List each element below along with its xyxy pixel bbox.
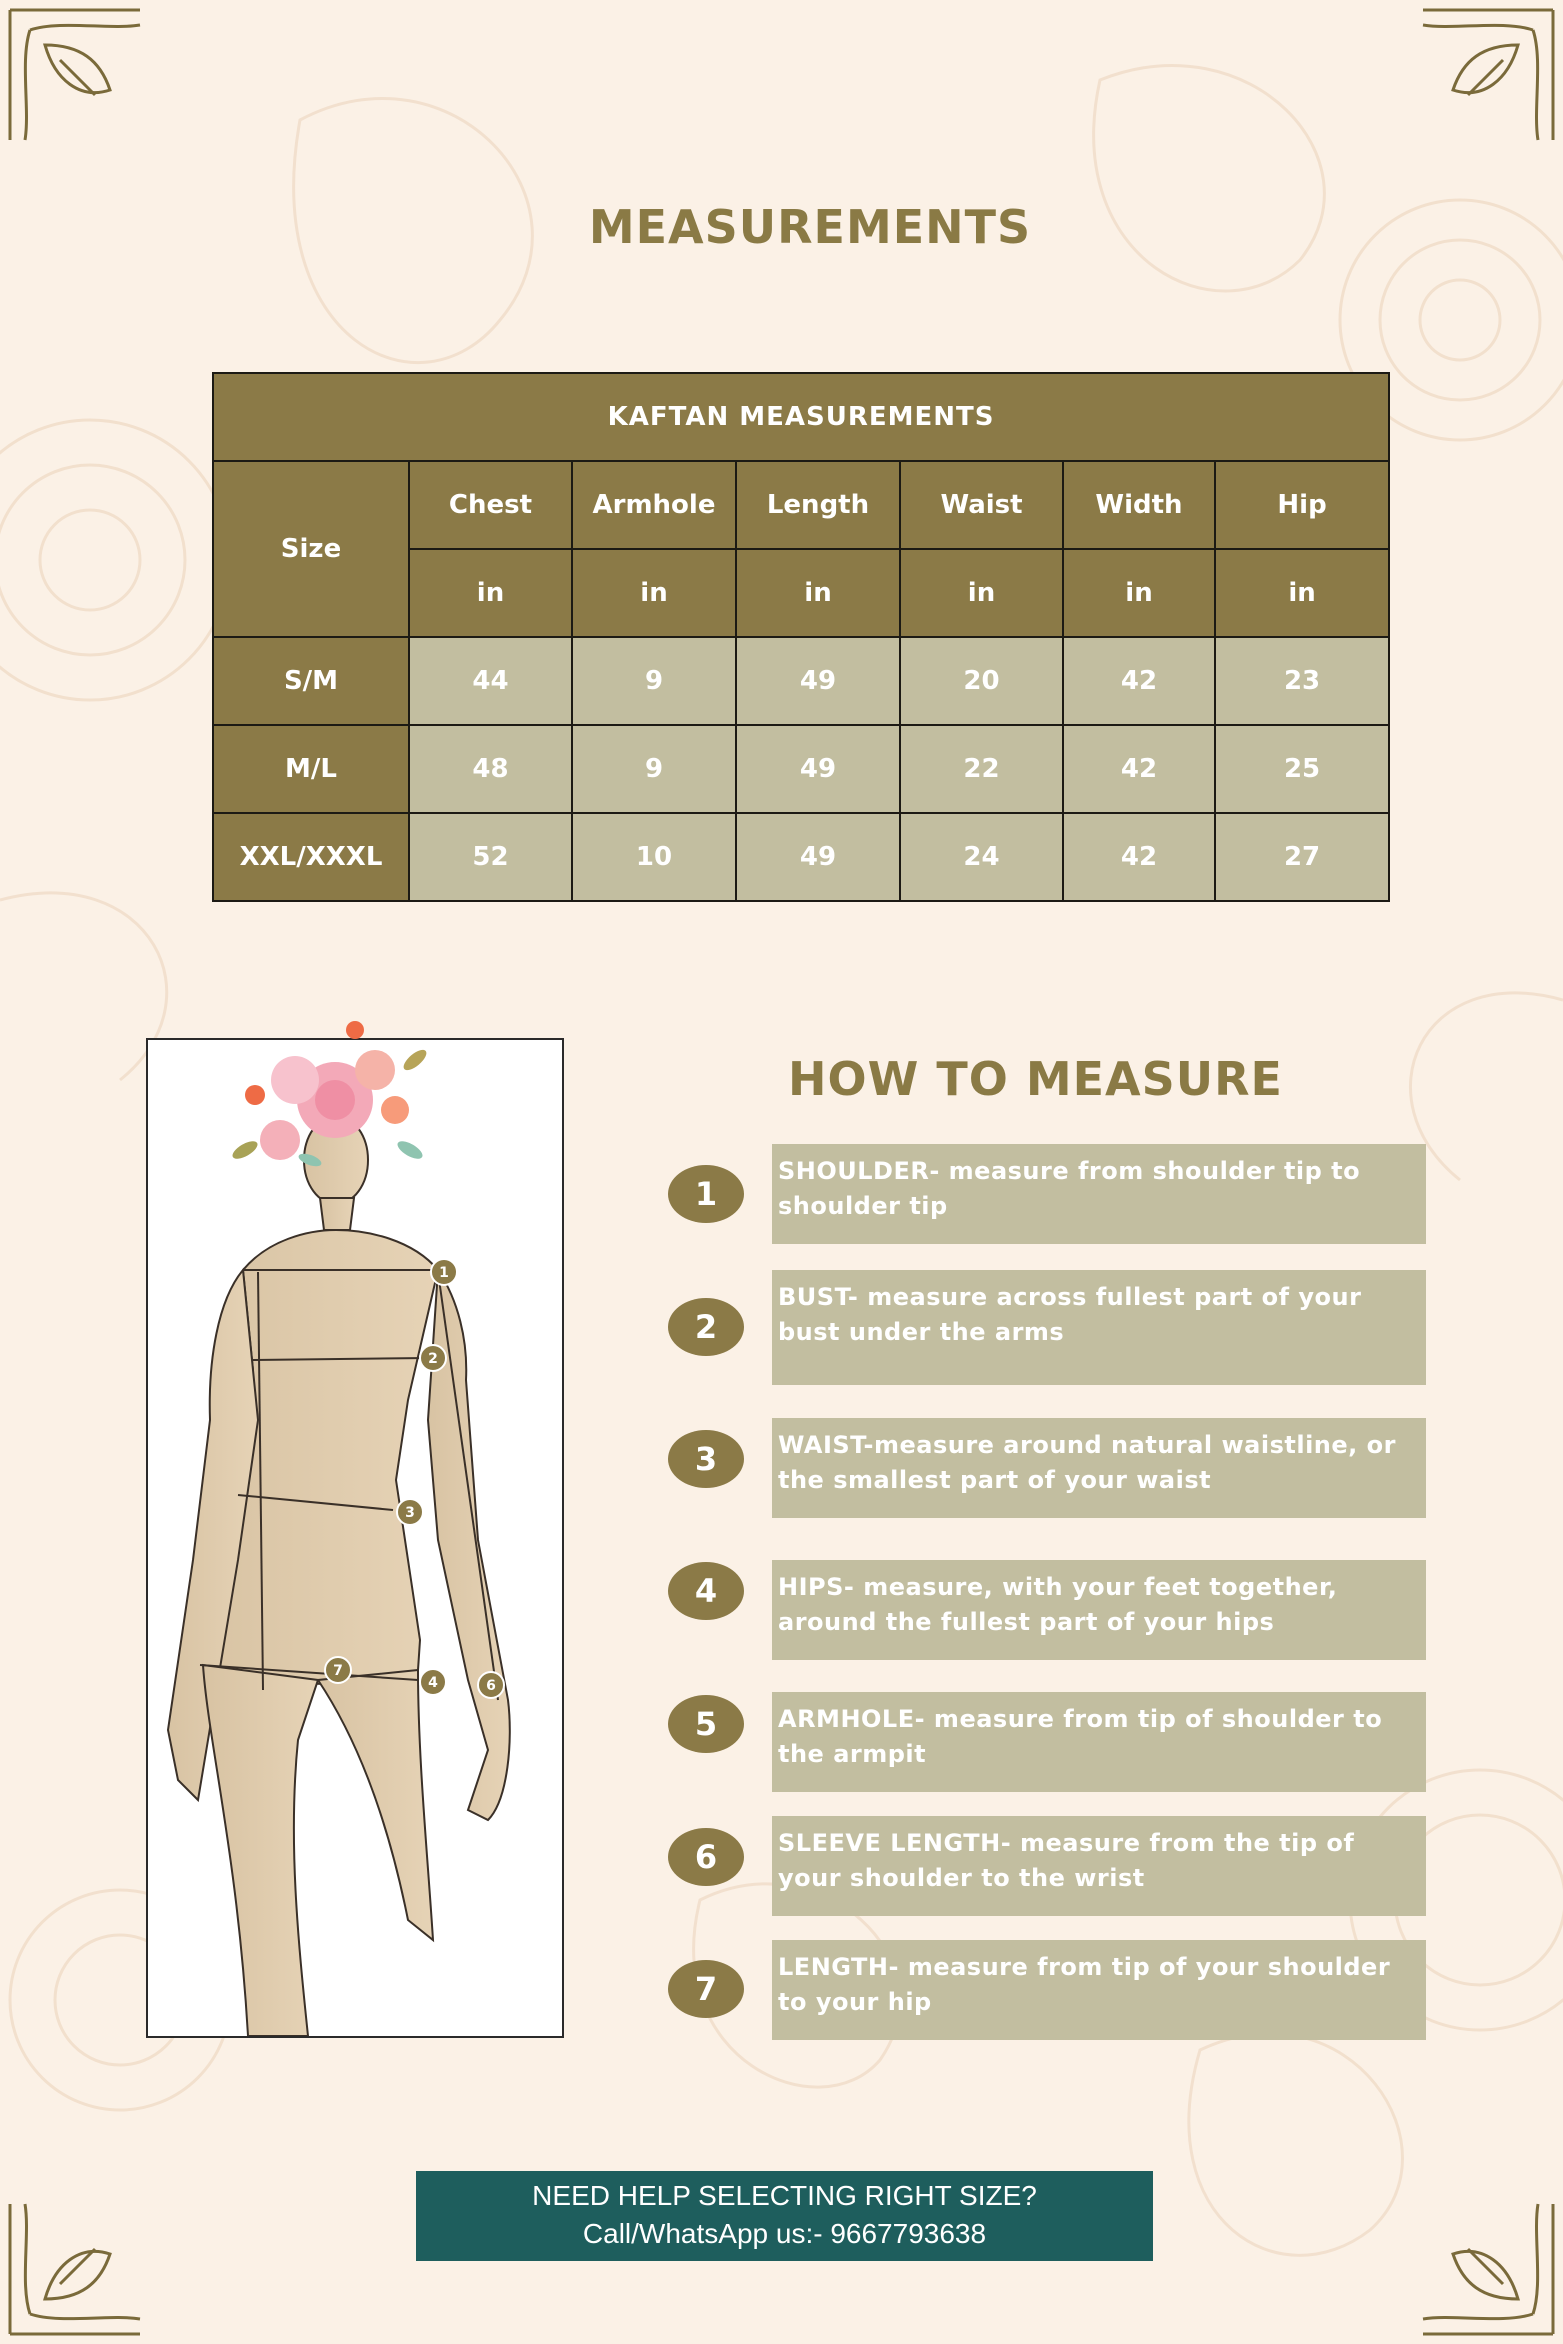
table-cell: 52 (409, 813, 572, 901)
unit-header: in (900, 549, 1063, 637)
table-cell: 25 (1215, 725, 1389, 813)
step-number-badge: 5 (668, 1695, 744, 1753)
corner-ornament-icon (0, 0, 150, 150)
step-instruction: BUST- measure across fullest part of your bust under the arms (772, 1270, 1426, 1385)
marker-6 (478, 1672, 504, 1698)
svg-text:2: 2 (428, 1351, 438, 1367)
table-cell: 42 (1063, 725, 1215, 813)
how-to-measure-title: HOW TO MEASURE (788, 1052, 1283, 1106)
size-header: Size (213, 461, 409, 637)
column-header: Hip (1215, 461, 1389, 549)
svg-text:4: 4 (428, 1675, 438, 1691)
flower-crown-icon (215, 1000, 445, 1200)
column-header: Waist (900, 461, 1063, 549)
table-cell: 42 (1063, 813, 1215, 901)
measurements-table (212, 372, 1390, 902)
unit-header: in (572, 549, 736, 637)
step-instruction: SLEEVE LENGTH- measure from the tip of your shoulder to the wrist (772, 1816, 1426, 1916)
column-header: Width (1063, 461, 1215, 549)
table-cell: 23 (1215, 637, 1389, 725)
step-number-badge: 3 (668, 1430, 744, 1488)
corner-ornament-icon (1413, 0, 1563, 150)
marker-1 (431, 1259, 457, 1285)
help-banner-contact[interactable]: Call/WhatsApp us:- 9667793638 (582, 2218, 987, 2249)
step-instruction: SHOULDER- measure from shoulder tip to shoulder tip (772, 1144, 1426, 1244)
table-row (213, 725, 1389, 813)
table-cell: 49 (736, 725, 900, 813)
size-cell: S/M (213, 637, 409, 725)
table-row (213, 813, 1389, 901)
column-header: Armhole (572, 461, 736, 549)
table-cell: 24 (900, 813, 1063, 901)
table-cell: 49 (736, 813, 900, 901)
marker-4 (420, 1669, 446, 1695)
unit-header: in (1215, 549, 1389, 637)
help-banner-title: NEED HELP SELECTING RIGHT SIZE? (532, 2180, 1037, 2211)
marker-7 (325, 1657, 351, 1683)
size-cell: XXL/XXXL (213, 813, 409, 901)
svg-text:7: 7 (333, 1663, 343, 1679)
unit-header: in (1063, 549, 1215, 637)
step-number-badge: 1 (668, 1165, 744, 1223)
marker-2 (420, 1345, 446, 1371)
step-instruction: WAIST-measure around natural waistline, or the smallest part of your waist (772, 1418, 1426, 1518)
unit-header: in (409, 549, 572, 637)
column-header: Chest (409, 461, 572, 549)
table-cell: 48 (409, 725, 572, 813)
table-cell: 20 (900, 637, 1063, 725)
step-instruction: HIPS- measure, with your feet together, around the fullest part of your hips (772, 1560, 1426, 1660)
column-header: Length (736, 461, 900, 549)
marker-3 (397, 1499, 423, 1525)
step-number-badge: 7 (668, 1960, 744, 2018)
table-cell: 22 (900, 725, 1063, 813)
table-cell: 49 (736, 637, 900, 725)
svg-text:3: 3 (405, 1505, 415, 1521)
page-title: MEASUREMENTS (588, 200, 1032, 254)
step-instruction: LENGTH- measure from tip of your shoulder to your hip (772, 1940, 1426, 2040)
unit-header: in (736, 549, 900, 637)
help-banner[interactable] (416, 2171, 1153, 2261)
table-cell: 9 (572, 725, 736, 813)
step-number-badge: 6 (668, 1828, 744, 1886)
step-instruction: ARMHOLE- measure from tip of shoulder to the armpit (772, 1692, 1426, 1792)
table-cell: 9 (572, 637, 736, 725)
table-cell: 42 (1063, 637, 1215, 725)
corner-ornament-icon (0, 2194, 150, 2344)
size-cell: M/L (213, 725, 409, 813)
svg-text:6: 6 (486, 1678, 496, 1694)
table-cell: 10 (572, 813, 736, 901)
table-cell: 27 (1215, 813, 1389, 901)
step-number-badge: 2 (668, 1298, 744, 1356)
step-number-badge: 4 (668, 1562, 744, 1620)
table-row (213, 637, 1389, 725)
corner-ornament-icon (1413, 2194, 1563, 2344)
table-cell: 44 (409, 637, 572, 725)
table-caption: KAFTAN MEASUREMENTS (213, 373, 1389, 461)
svg-text:1: 1 (439, 1265, 449, 1281)
